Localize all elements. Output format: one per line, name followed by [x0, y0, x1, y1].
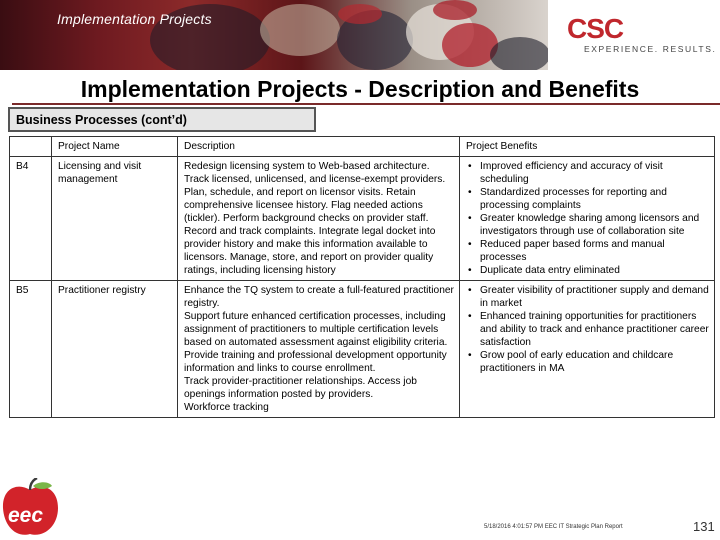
row-project-name: Practitioner registry — [52, 281, 178, 418]
description-line: Track provider-practitioner relationships. Access job openings information posted by providers. — [184, 376, 417, 400]
table-row — [10, 157, 715, 281]
benefit-item: • Greater visibility of practitioner supply and demand in market — [466, 284, 709, 310]
header-id — [10, 137, 52, 157]
page-title: Implementation Projects - Description and Benefits — [80, 76, 640, 102]
benefit-item: • Enhanced training opportunities for practitioners and ability to track and enhance practitioner career satisfaction — [466, 310, 709, 349]
banner-title: Implementation Projects — [57, 11, 212, 27]
table-header-row — [10, 137, 715, 157]
benefit-item: • Greater knowledge sharing among licensors and investigators through use of collaboration site — [466, 212, 709, 238]
cyclists-banner-photo — [0, 0, 548, 70]
row-benefits — [460, 281, 715, 418]
description-line: Workforce tracking — [184, 402, 269, 413]
page-number: 131 — [693, 519, 715, 534]
benefits-list — [466, 284, 709, 375]
eec-apple-logo — [0, 478, 64, 540]
eec-logo-text: eec — [8, 504, 44, 527]
title-divider — [12, 103, 720, 105]
csc-tagline: EXPERIENCE. RESULTS. — [584, 44, 717, 54]
row-description — [178, 281, 460, 418]
benefit-item: • Improved efficiency and accuracy of visit scheduling — [466, 160, 709, 186]
row-benefits — [460, 157, 715, 281]
header-description: Description — [178, 137, 460, 157]
header-project-benefits: Project Benefits — [460, 137, 715, 157]
description-line: Support future enhanced certification processes, including assignment of practitioners to multiple certification levels based on automated assessment against eligibility criteria. — [184, 311, 448, 348]
benefit-item: • Standardized processes for reporting and processing complaints — [466, 186, 709, 212]
description-line: Enhance the TQ system to create a full-featured practitioner registry. — [184, 285, 454, 309]
row-id: B5 — [10, 281, 52, 418]
header-banner — [0, 0, 720, 70]
footer-meta: 5/18/2016 4:01:57 PM EEC IT Strategic Plan Report — [484, 524, 623, 530]
table-row — [10, 281, 715, 418]
benefit-item: • Reduced paper based forms and manual processes — [466, 238, 709, 264]
csc-logo-area — [548, 0, 720, 70]
section-label: Business Processes (cont’d) — [8, 107, 316, 132]
projects-table — [9, 136, 715, 418]
benefit-item: • Duplicate data entry eliminated — [466, 264, 709, 277]
benefit-item: • Grow pool of early education and childcare practitioners in MA — [466, 349, 709, 375]
csc-logo — [567, 15, 667, 41]
row-id: B4 — [10, 157, 52, 281]
benefits-list — [466, 160, 709, 277]
svg-text:CSC: CSC — [567, 15, 624, 41]
description-line: Provide training and professional development opportunity information and links to course enrollment. — [184, 350, 447, 374]
row-description: Redesign licensing system to Web-based architecture. Track licensed, unlicensed, and license-exempt providers. Plan, schedule, and report on licensor visits. Retain comprehensive licensee history. Flag needed actions (tickler). Perform background checks on provider staff. Record and track complaints. Integrate legal docket into provider history and make this information available to licensors. Manage, store, and report on provider quality ratings, including licensing history — [178, 157, 460, 281]
row-project-name: Licensing and visit management — [52, 157, 178, 281]
header-project-name: Project Name — [52, 137, 178, 157]
